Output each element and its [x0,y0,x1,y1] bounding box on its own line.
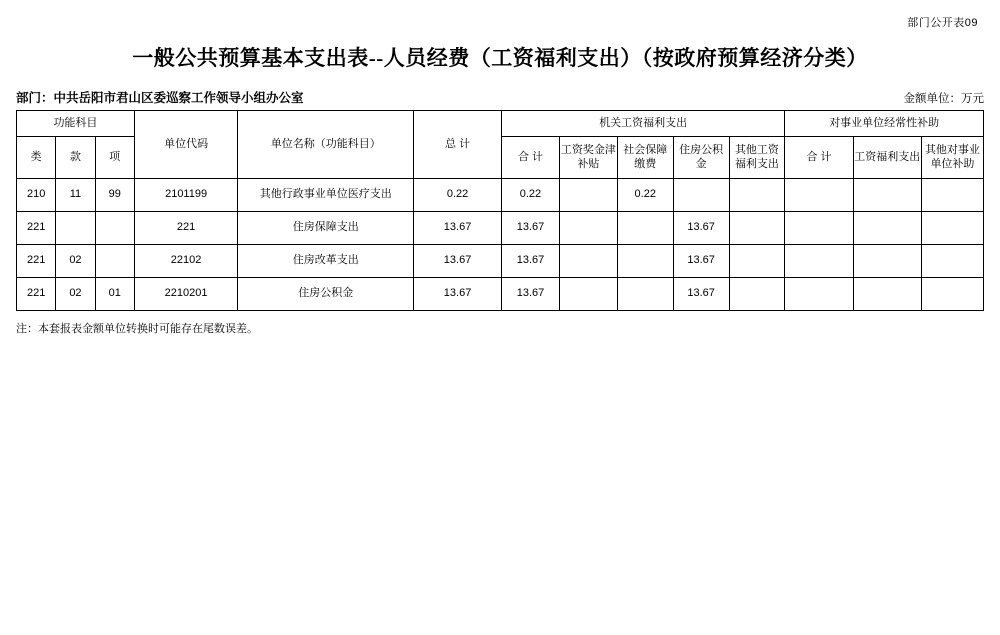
cell-salary-bonus-subsidy [559,212,617,245]
cell-other-salary-welfare [729,212,785,245]
header-kuan: 款 [56,137,95,179]
header-inst-other-subsidy: 其他对事业单位补助 [921,137,983,179]
cell-unit-code: 22102 [134,245,237,278]
table-row [17,245,984,278]
cell-other-salary-welfare [729,179,785,212]
cell-salary-bonus-subsidy [559,245,617,278]
cell-inst-other-subsidy [921,245,983,278]
header-housing-fund: 住房公积金 [673,137,729,179]
cell-inst-other-subsidy [921,179,983,212]
cell-total: 13.67 [414,278,502,311]
cell-other-salary-welfare [729,245,785,278]
cell-inst-total [785,245,853,278]
cell-unit-code: 221 [134,212,237,245]
cell-xiang [95,212,134,245]
cell-inst-salary-welfare [853,179,921,212]
cell-inst-total [785,278,853,311]
cell-social-insurance: 0.22 [617,179,673,212]
header-other-salary-welfare: 其他工资福利支出 [729,137,785,179]
cell-org-total: 0.22 [502,179,560,212]
amount-unit-label: 金额单位：万元 [903,93,984,105]
cell-lei: 210 [17,179,56,212]
header-inst-salary-welfare: 工资福利支出 [853,137,921,179]
cell-inst-total [785,179,853,212]
form-code-label: 部门公开表09 [907,17,978,29]
table-row [17,278,984,311]
cell-lei: 221 [17,245,56,278]
cell-salary-bonus-subsidy [559,179,617,212]
department-label: 部门： [16,91,54,105]
cell-kuan: 11 [56,179,95,212]
cell-xiang [95,245,134,278]
header-total: 总 计 [414,111,502,179]
cell-housing-fund: 13.67 [673,212,729,245]
cell-inst-salary-welfare [853,245,921,278]
cell-kuan: 02 [56,278,95,311]
table-row [17,179,984,212]
meta-row [16,88,984,106]
cell-unit-name: 住房保障支出 [238,212,414,245]
cell-total: 0.22 [414,179,502,212]
table-row [17,212,984,245]
header-inst-total: 合 计 [785,137,853,179]
cell-xiang: 99 [95,179,134,212]
department-name: 中共岳阳市君山区委巡察工作领导小组办公室 [53,91,304,105]
cell-other-salary-welfare [729,278,785,311]
header-institution-subsidy: 对事业单位经常性补助 [785,111,984,137]
cell-unit-code: 2210201 [134,278,237,311]
cell-inst-other-subsidy [921,212,983,245]
cell-total: 13.67 [414,212,502,245]
department-line [16,88,304,106]
cell-org-total: 13.67 [502,278,560,311]
cell-inst-total [785,212,853,245]
header-social-insurance: 社会保障缴费 [617,137,673,179]
cell-social-insurance [617,278,673,311]
cell-lei: 221 [17,212,56,245]
cell-social-insurance [617,245,673,278]
header-unit-code: 单位代码 [134,111,237,179]
cell-inst-other-subsidy [921,278,983,311]
footer-note: 注：本套报表金额单位转换时可能存在尾数误差。 [16,323,258,335]
cell-unit-code: 2101199 [134,179,237,212]
cell-unit-name: 其他行政事业单位医疗支出 [238,179,414,212]
header-xiang: 项 [95,137,134,179]
header-function-subject: 功能科目 [17,111,135,137]
cell-housing-fund [673,179,729,212]
page-title: 一般公共预算基本支出表--人员经费（工资福利支出）（按政府预算经济分类） [132,46,868,70]
header-org-total: 合 计 [502,137,560,179]
cell-unit-name: 住房公积金 [238,278,414,311]
cell-kuan: 02 [56,245,95,278]
cell-housing-fund: 13.67 [673,278,729,311]
cell-total: 13.67 [414,245,502,278]
cell-xiang: 01 [95,278,134,311]
table-header-group-row [17,111,984,137]
cell-kuan [56,212,95,245]
cell-social-insurance [617,212,673,245]
cell-org-total: 13.67 [502,212,560,245]
cell-unit-name: 住房改革支出 [238,245,414,278]
header-lei: 类 [17,137,56,179]
cell-inst-salary-welfare [853,278,921,311]
cell-salary-bonus-subsidy [559,278,617,311]
header-salary-bonus-subsidy: 工资奖金津补贴 [559,137,617,179]
cell-org-total: 13.67 [502,245,560,278]
header-org-salary-welfare: 机关工资福利支出 [502,111,785,137]
cell-lei: 221 [17,278,56,311]
header-unit-name: 单位名称（功能科目） [238,111,414,179]
cell-inst-salary-welfare [853,212,921,245]
budget-table [16,110,984,311]
cell-housing-fund: 13.67 [673,245,729,278]
